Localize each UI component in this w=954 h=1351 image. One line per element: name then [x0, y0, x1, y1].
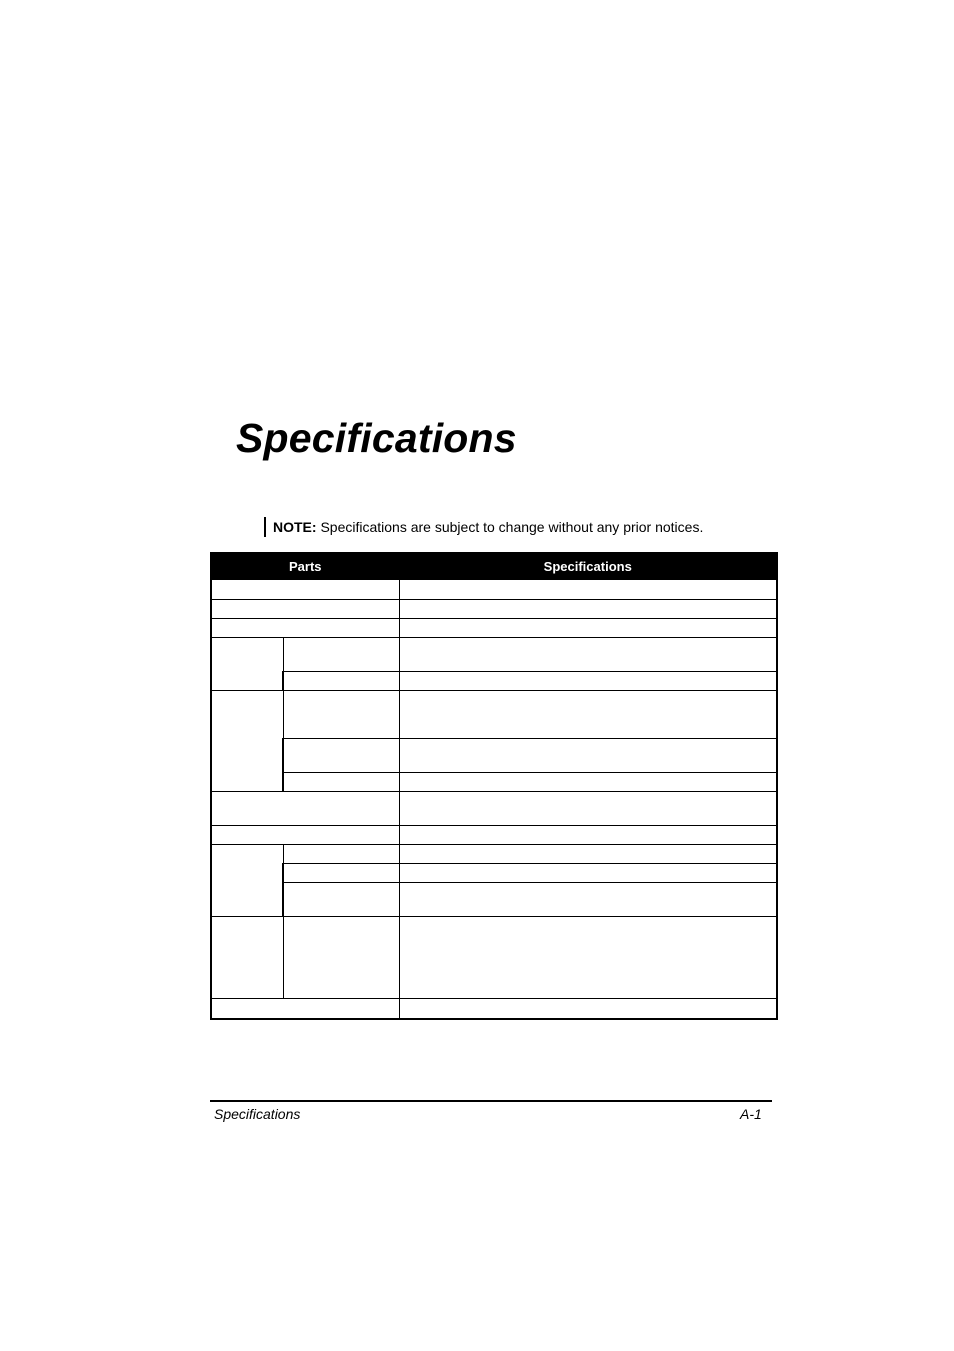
table-cell: [283, 739, 399, 773]
note-label: NOTE:: [273, 519, 317, 535]
table-cell: [211, 580, 399, 600]
table-row: [211, 917, 777, 999]
table-cell: [399, 619, 777, 638]
table-cell: [211, 792, 399, 826]
table-cell: [399, 739, 777, 773]
table-cell: [399, 999, 777, 1019]
table-cell: [399, 864, 777, 883]
table-row: [211, 739, 777, 773]
table-row: [211, 619, 777, 638]
table-cell: [283, 672, 399, 691]
table-cell: [211, 917, 283, 999]
table-cell: [399, 773, 777, 792]
table-cell: [399, 672, 777, 691]
note: [264, 517, 703, 537]
table-row: [211, 999, 777, 1019]
table-row: [211, 691, 777, 739]
page-title: Specifications: [236, 415, 517, 461]
footer-section-title: Specifications: [214, 1106, 301, 1122]
table-cell: [399, 917, 777, 999]
table-row: [211, 864, 777, 883]
header-parts: Parts: [211, 553, 399, 580]
table-cell: [211, 619, 399, 638]
table-cell: [283, 638, 399, 672]
table-cell: [211, 638, 283, 691]
footer-divider: [210, 1100, 772, 1102]
table-cell: [399, 883, 777, 917]
table-cell: [399, 638, 777, 672]
header-specifications: Specifications: [399, 553, 777, 580]
table-cell: [211, 826, 399, 845]
table-cell: [283, 864, 399, 883]
table-cell: [399, 580, 777, 600]
table-cell: [283, 883, 399, 917]
table-row: [211, 638, 777, 672]
table-cell: [283, 773, 399, 792]
table-cell: [399, 826, 777, 845]
table-row: [211, 826, 777, 845]
note-text: Specifications are subject to change without any prior notices.: [316, 519, 704, 535]
table-cell: [283, 691, 399, 739]
table-cell: [399, 792, 777, 826]
table-row: [211, 672, 777, 691]
table-cell: [399, 600, 777, 619]
table-cell: [399, 845, 777, 864]
table-cell: [283, 917, 399, 999]
footer-page-number: A-1: [740, 1106, 762, 1122]
table-row: [211, 883, 777, 917]
table-cell: [283, 845, 399, 864]
table-cell: [211, 691, 283, 792]
table-cell: [211, 999, 399, 1019]
table-cell: [399, 691, 777, 739]
specifications-table: [210, 552, 778, 1020]
table-cell: [211, 845, 283, 917]
table-row: [211, 773, 777, 792]
table-header-row: [211, 553, 777, 580]
table-cell: [211, 600, 399, 619]
table-row: [211, 845, 777, 864]
table-row: [211, 600, 777, 619]
table-row: [211, 580, 777, 600]
table-row: [211, 792, 777, 826]
